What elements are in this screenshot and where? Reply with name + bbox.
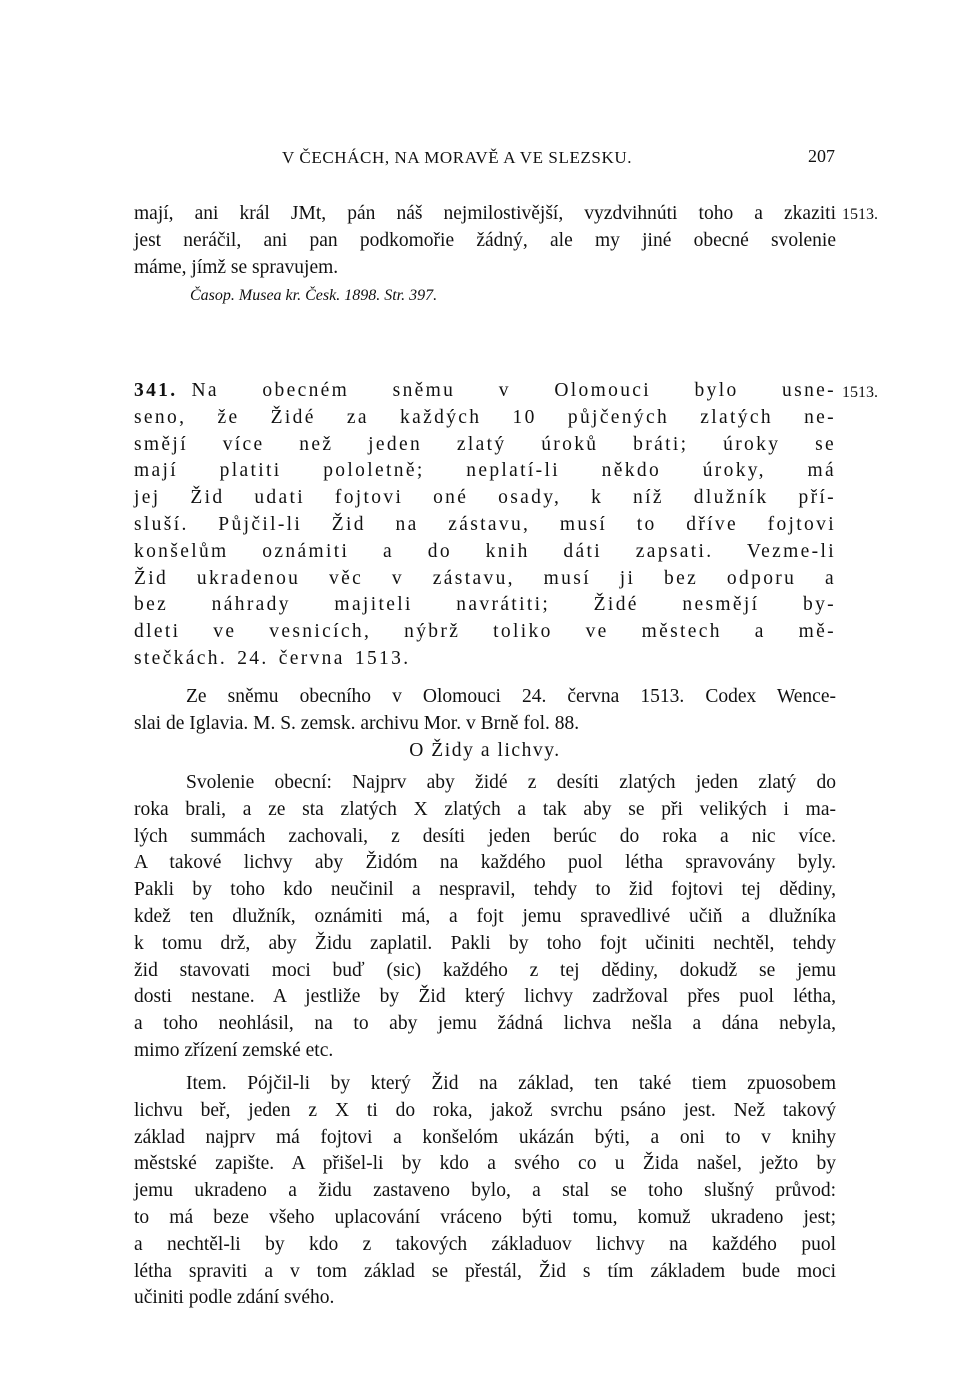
- text-line: sluší. Půjčil-li Žid na zástavu, musí to dříve fojtovi: [134, 513, 836, 535]
- text-line: jemu ukradeno a židu zastaveno bylo, a stal se toho slušný průvod:: [134, 1180, 836, 1202]
- text-line: základ najprv má fojtovi a konšelóm ukázán býti, a oni to v knihy: [134, 1126, 836, 1148]
- text-line: a nechtěl-li by kdo z takových základuov lichvy na každého puol: [134, 1233, 836, 1255]
- text-line: dleti ve vesnicích, nýbrž toliko ve městech a mě-: [134, 621, 836, 643]
- section-number: 341.: [134, 380, 178, 401]
- text-line: bez náhrady majiteli navrátiti; Židé nesmějí by-: [134, 594, 836, 616]
- text-line: mimo zřízení zemské etc.: [134, 1039, 334, 1061]
- text-line: stečkách. 24. června 1513.: [134, 647, 411, 669]
- text-line: Ze sněmu obecního v Olomouci 24. června 1513. Codex Wence-: [186, 686, 836, 707]
- paragraph-svolenie: [134, 770, 836, 1065]
- text-line: Svolenie obecní: Najprv aby židé z desíti zlatých jeden zlatý do: [186, 772, 836, 793]
- page-number: 207: [808, 146, 835, 166]
- source-note: [134, 684, 836, 738]
- text-line: A takové lichvy aby Židóm na každého puol létha spravovány byly.: [134, 852, 836, 874]
- text-line: to má beze všeho uplacování vráceno býti tomu, komuž ukradeno jest;: [134, 1206, 836, 1228]
- margin-year: 1513.: [842, 206, 878, 223]
- text-line: Pakli by toho kdo neučinil a nespravil, tehdy to žid fojtovi tej dědiny,: [134, 879, 836, 901]
- text-line: lichvu beř, jeden z X ti do roka, jakož svrchu psáno jest. Než takový: [134, 1099, 836, 1121]
- text-line: učiniti podle zdání svého.: [134, 1287, 335, 1309]
- text-line: roka brali, a ze sta zlatých X zlatých a tak aby se při velikých i ma-: [134, 798, 836, 820]
- text-line: Na obecném sněmu v Olomouci bylo usne-: [191, 380, 836, 401]
- running-title: V ČECHÁCH, NA MORAVĚ A VE SLEZSKU.: [282, 148, 633, 167]
- text-line: městské zapište. A přišel-li by kdo a svého co u Žida našel, ježto by: [134, 1153, 836, 1175]
- paragraph-item: [134, 1071, 836, 1312]
- text-line: smějí více než jeden zlatý úroků bráti; úroky se: [134, 433, 836, 455]
- text-line: k tomu drž, aby Židu zaplatil. Pakli by toho fojt učiniti nechtěl, tehdy: [134, 932, 836, 954]
- text-line: létha spraviti a v tom základ se přestál, Žid s tím základem bude moci: [134, 1260, 836, 1282]
- text-line: konšelům oznámiti a do knih dáti zapsati. Vezme-li: [134, 540, 836, 562]
- margin-year: 1513.: [842, 384, 878, 401]
- top-paragraph: [134, 201, 836, 281]
- section-title: O Židy a lichvy.: [409, 740, 561, 761]
- citation: Časop. Musea kr. Česk. 1898. Str. 397.: [190, 287, 438, 304]
- text-line: Item. Pójčil-li by který Žid na základ, ten také tiem zpuosobem: [186, 1073, 836, 1094]
- text-line: kdež ten dlužník, oznámiti má, a fojt jemu spravedlivé učiň a dlužníka: [134, 905, 836, 927]
- text-line: Žid ukradenou věc v zástavu, musí ji bez odporu a: [134, 567, 836, 589]
- text-line: dosti nestane. A jestliže by Žid který lichvy zadržoval přes puol létha,: [134, 986, 836, 1008]
- section-341: [134, 378, 836, 673]
- text-line: seno, že Židé za každých 10 půjčených zlatých ne-: [134, 406, 836, 428]
- text-line: mají platiti pololetně; neplatí-li někdo úroky, má: [134, 460, 836, 482]
- text-line: žid stavovati moci buď (sic) každého z tej dědiny, dokudž se jemu: [134, 959, 836, 981]
- text-line: jest neráčil, ani pan podkomořie žádný, ale my jiné obecné svolenie: [134, 229, 836, 251]
- text-line: a toho neohlásil, na to aby jemu žádná lichva nešla a dána nebyla,: [134, 1013, 836, 1035]
- text-line: mají, ani král JMt, pán náš nejmilostivější, vyzdvihnúti toho a zkaziti: [134, 203, 836, 224]
- text-line: máme, jímž se spravujem.: [134, 256, 339, 278]
- text-line: jej Žid udati fojtovi oné osady, k níž dlužník pří-: [134, 487, 836, 509]
- text-line: slai de Iglavia. M. S. zemsk. archivu Mor. v Brně fol. 88.: [134, 712, 580, 734]
- text-line: lých summách zachovali, z desíti jeden berúc do roka a nic více.: [134, 825, 836, 847]
